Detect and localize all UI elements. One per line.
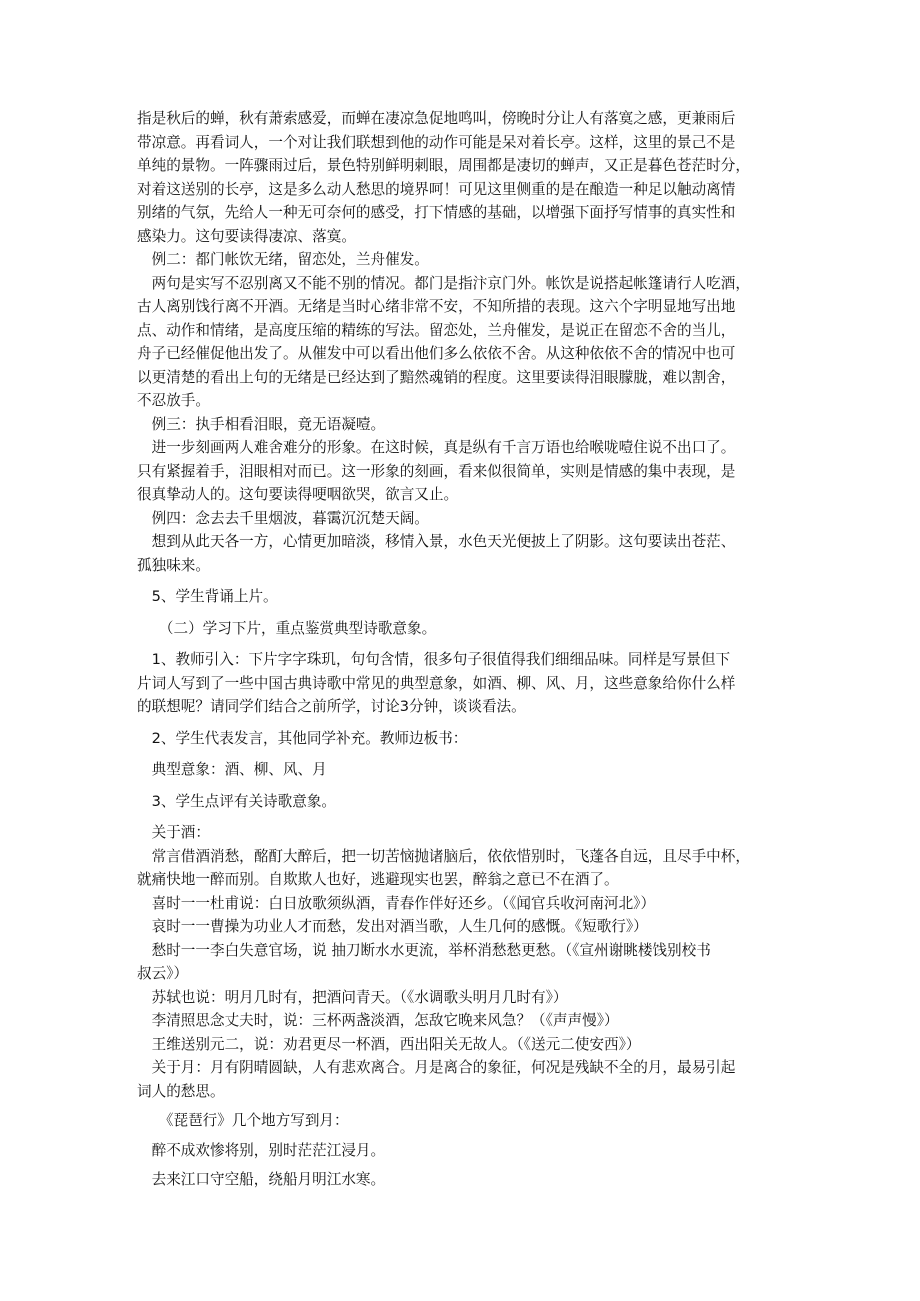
text-line: 古人离别饯行离不开酒。无绪是当时心绪非常不安，不知所措的表现。这六个字明显地写出地	[137, 298, 736, 315]
board-note: 典型意象：酒、柳、风、月	[137, 761, 327, 778]
text-line: 别绪的气氛，先给人一种无可奈何的感受，打下情感的基础，以增强下面抒写情事的真实性和	[137, 204, 736, 221]
example-heading: 例二：都门帐饮无绪，留恋处，兰舟催发。	[137, 251, 429, 268]
text-line: 孤独味来。	[137, 556, 210, 574]
example-heading: 例三：执手相看泪眼，竟无语凝噎。	[137, 415, 386, 433]
topic-heading: 关于酒：	[137, 824, 210, 841]
text-line: 片词人写到了一些中国古典诗歌中常见的典型意象，如酒、柳、风、月，这些意象给你什么样	[137, 674, 736, 692]
step-item: 1、教师引入：下片字字珠玑，句句含情，很多句子很值得我们细细品味。同样是写景但下	[137, 651, 731, 668]
text-line: 的联想呢？请同学们结合之前所学，讨论3分钟，谈谈看法。	[137, 698, 526, 715]
text-line: 感染力。这句要读得凄凉、落寞。	[137, 227, 356, 245]
text-line: 很真挚动人的。这句要读得哽咽欲哭，欲言又止。	[137, 486, 459, 503]
step-item: 5、学生背诵上片。	[137, 588, 278, 605]
text-line: 点、动作和情绪，是高度压缩的精练的写法。留恋处，兰舟催发，是说正在留恋不舍的当儿，	[137, 321, 736, 339]
text-line: 想到从此天各一方，心情更加暗淡，移情入景，水色天光便披上了阴影。这句要读出苍茫、	[137, 533, 736, 550]
text-line: 常言借酒消愁，酩酊大醉后，把一切苦恼抛诸脑后，依依惜别时，飞蓬各自远，且尽手中杯，	[137, 847, 750, 865]
text-line: 单纯的景物。一阵骤雨过后，景色特别鲜明刺眼，周围都是凄切的蝉声，又正是暮色苍茫时分，	[137, 157, 750, 174]
text-line: 以更清楚的看出上句的无绪是已经达到了黯然魂销的程度。这里要读得泪眼朦胧，难以割舍，	[137, 368, 736, 386]
text-line: 指是秋后的蝉，秋有萧索感爱，而蝉在凄凉急促地鸣叫，傍晚时分让人有落寞之感，更兼雨后	[137, 110, 736, 127]
step-item: 3、学生点评有关诗歌意象。	[137, 792, 337, 810]
quote-line: 叔云》）	[137, 965, 189, 982]
example-heading: 例四：念去去千里烟波，暮霭沉沉楚天阔。	[137, 509, 429, 527]
text-line: 对着这送别的长亭，这是多么动人愁思的境界呵！可见这里侧重的是在酿造一种足以触动离情	[137, 180, 736, 198]
text-line: 舟子已经催促他出发了。从催发中可以看出他们多么依依不舍。从这种依依不舍的情况中也可	[137, 345, 736, 362]
text-line: 带凉意。再看词人，一个对让我们联想到他的动作可能是呆对着长亭。这样，这里的景己不是	[137, 133, 736, 151]
quote-line: 王维送别元二，说：劝君更尽一杯酒，西出阳关无故人。（《送元二使安西》）	[137, 1035, 641, 1053]
topic-heading: 关于月：月有阴晴圆缺，人有悲欢离合。月是离合的象征，何况是残缺不全的月，最易引起	[137, 1059, 736, 1076]
quote-line: 喜时一一杜甫说：白日放歌须纵酒，青春作伴好还乡。（《闻官兵收河南河北》）	[137, 894, 656, 912]
quote-line: 哀时一一曹操为功业人才而愁，发出对酒当歌，人生几何的感慨。《短歌行》）	[137, 918, 648, 935]
text-line: 只有紧握着手，泪眼相对而已。这一形象的刻画，看来似很简单，实则是情感的集中表现，是	[137, 462, 736, 480]
text-line: 词人的愁思。	[137, 1082, 225, 1100]
quote-line: 醉不成欢惨将别，别时茫茫江浸月。	[137, 1141, 386, 1159]
quote-line: 苏轼也说：明月几时有，把酒问青天。（《水调歌头明月几时有》）	[137, 988, 568, 1006]
quote-line: 李清照思念丈夫时，说：三杯两盏淡酒，怎敌它晚来风急？（《声声慢》）	[137, 1012, 619, 1029]
text-line: 不忍放手。	[137, 392, 210, 409]
text-line: 《琵琶行》几个地方写到月：	[137, 1112, 349, 1129]
text-line: 进一步刻画两人难舍难分的形象。在这时候，真是纵有千言万语也给喉咙噎住说不出口了。	[137, 439, 736, 456]
text-line: 就痛快地一醉而别。自欺欺人也好，逃避现实也罢，醉翁之意已不在酒了。	[137, 871, 619, 888]
section-heading: （二）学习下片，重点鉴赏典型诗歌意象。	[137, 619, 437, 637]
step-item: 2、学生代表发言，其他同学补充。教师边板书：	[137, 729, 468, 747]
document-page	[137, 107, 787, 1192]
quote-line: 去来江口守空船，绕船月明江水寒。	[137, 1171, 386, 1188]
text-line: 两句是实写不忍别离又不能不别的情况。都门是指汴京门外。帐饮是说搭起帐篷请行人吃酒，	[137, 274, 750, 292]
quote-line: 愁时一一李白失意官场，说 抽刀断水水更流，举杯消愁愁更愁。（《宣州谢眺楼饯别校书	[137, 941, 711, 959]
